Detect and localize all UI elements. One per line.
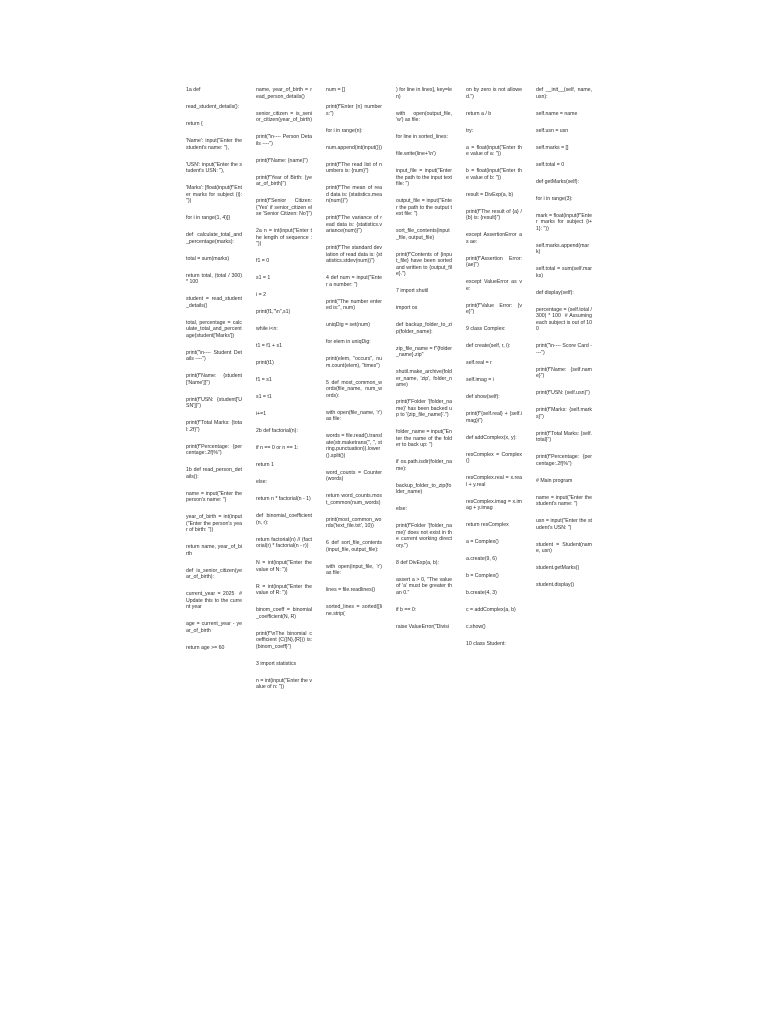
code-line: self.name = name [536,110,578,117]
code-line: 'Marks': [float(input(f"Enter marks for subject {i}: ")) [186,185,244,204]
code-line: age = current_year - year_of_birth [186,621,242,634]
code-line: total, percentage = calculate_total_and_percentage(student['Marks']) [186,319,242,339]
code-line: name = input("Enter the person's name: ") [186,490,244,503]
code-line: for i in range(n): [326,127,363,134]
code-line: def is_senior_citizen(year_of_birth): [186,567,242,580]
code-line: return age >= 60 [186,644,225,651]
code-line: def binomial_coefficient(n, r): [256,513,312,526]
code-line: print(most_common_words('text_file.txt', 10)) [326,516,382,529]
code-line: i = 2 [256,292,266,298]
code-line: words = file.read().translate(str.maketrans('', '', string.punctuation)).lower().split()) [326,433,382,459]
code-line: total = sum(marks) [186,255,230,262]
code-line: print(f"USN: {student['USN']}") [186,396,242,409]
code-line: b = Complex() [466,573,499,579]
code-line: raise ValueError("Divisi [396,623,450,630]
code-line: self.real = r [466,360,492,366]
code-line: print(f"Folder '{folder_name}' does not exist in the current working directory.") [396,523,452,549]
code-line: print(f"Contents of {input_file} have been sorted and written to {output_file}.") [396,251,454,277]
code-line: if n == 0 or n == 1: [256,445,299,451]
code-line: self.total = sum(self.marks) [536,266,592,279]
code-line: 6 def sort_file_contents(input_file, output_file): [326,540,382,553]
code-line: 1a def [186,87,201,93]
code-line: else: [396,506,407,512]
code-line: student = Student(name, usn) [536,541,592,554]
code-line: if os.path.isdir(folder_name): [396,459,452,472]
code-line: print(f"Folder '{folder_name}' has been backed up to '{zip_file_name}'.") [396,399,452,418]
code-line: sort_file_contents(input_file, output_file) [396,228,450,241]
code-line: for i in range(3): [536,195,573,202]
code-line: print(f"Percentage: {percentage:.2f}%") [186,443,242,456]
code-line: print(f"The mean of read data is: {statistics.mean(num)}") [326,185,382,204]
code-line: print(f"Marks: {self.marks}") [536,407,592,420]
code-line: 1b def read_person_details(): [186,467,242,480]
code-line: print(f"Value Error: {ve}") [466,302,522,315]
code-line: i+=1 [256,411,267,417]
code-line: word_counts = Counter(words) [326,469,382,482]
code-line: print(f"The read list of numbers is: {num}") [326,161,382,174]
code-line: print(f"Name: {name}") [256,157,308,164]
code-line: s1 = t1 [256,394,272,400]
code-line: # Main program [536,477,573,484]
code-line: print("\n---- Score Card ----") [536,343,592,356]
code-line: else: [256,479,267,485]
code-column-3 [326,87,382,628]
code-line: try: [466,127,474,134]
code-line: print(elem, "occurs", num.count(elem), "times") [326,356,382,369]
code-line: def create(self, r, i): [466,343,511,349]
code-line: 9 class Complex: [466,326,506,332]
code-line: year_of_birth = int(input("Enter the person's year of birth: ")) [186,514,242,533]
code-line: resComplex.real = x.real + y.real [466,475,522,488]
code-line: a.create(9, 6) [466,556,497,562]
code-line: print(t1) [256,360,274,366]
code-line: def getMarks(self): [536,178,579,185]
code-line: usn = input("Enter the student's USN: ") [536,518,592,531]
code-line: return factorial(n) // (factorial(r) * factorial(n - r)) [256,536,312,549]
code-line: file.write(line+'\n') [396,151,436,157]
code-line: ) for line in lines], key=len) [396,87,452,100]
code-line: with open(file_name, 'r') as file: [326,409,384,422]
code-column-4 [396,87,452,641]
code-line: return n * factorial(n - 1) [256,496,311,502]
code-line: with open(input_file, 'r') as file: [326,563,384,576]
code-line: mark = float(input(f"Enter marks for subject {i+1}: ")) [536,212,592,232]
code-column-1 [186,87,242,662]
code-column-2 [256,87,312,701]
code-line: senior_citizen = is_senior_citizen(year_of_birth) [256,110,312,123]
code-line: 7 import shutil [396,288,429,294]
code-line: output_file = input("Enter the path to the output text file: ") [396,198,452,217]
code-line: print(f"Year of Birth: {year_of_birth}") [256,174,312,187]
code-line: print(f1,"\n",s1) [256,309,291,315]
code-line: return name, year_of_birth [186,544,242,557]
code-line: b = float(input("Enter the value of b: ")) [466,168,522,181]
code-line: for line in sorted_lines: [396,134,448,140]
code-line: name = input("Enter the student's name: ") [536,494,594,507]
code-line: a = float(input("Enter the value of a: ")) [466,144,522,157]
code-line: t1 = f1 + s1 [256,343,282,349]
code-line: num = [] [326,87,345,93]
code-line: print(f"USN: {self.usn}") [536,390,590,396]
code-line: f1 = s1 [256,377,272,383]
code-line: lines = file.readlines() [326,587,376,593]
code-line: n = int(input("Enter the value of n: ")) [256,677,312,690]
code-line: binom_coeff = binomial_coefficient(N, R) [256,607,312,620]
code-line: a = Complex() [466,539,499,545]
code-line: shutil.make_archive(folder_name, 'zip', folder_name) [396,369,452,388]
code-line: f1 = 0 [256,258,270,264]
code-line: print(f"The variance of read data is: {statistics.variance(num)}") [326,215,382,234]
code-line: name, year_of_birth = read_person_details() [256,87,312,100]
code-line: uniqDig = set(num) [326,322,370,328]
code-line: 10 class Student: [466,641,506,647]
code-line: student = read_student_details() [186,296,242,309]
code-line: resComplex = Complex() [466,451,522,464]
code-line: self.marks = [] [536,144,569,151]
code-line: print(f"The standard deviation of read data is: {statistics.stdev(num)}") [326,245,382,264]
code-line: b.create(4, 3) [466,590,497,596]
code-line: with open(output_file, 'w') as file: [396,110,454,123]
code-line: zip_file_name = f"{folder_name}.zip" [396,345,452,358]
code-line: print("The number entered is:", num) [326,298,382,311]
code-line: print(f"\nThe binomial coefficient (C({N},{R})) is: {binom_coeff}") [256,630,314,650]
code-line: def show(self): [466,394,500,400]
code-line: self.total = 0 [536,161,565,168]
code-line: except AssertionError as ae: [466,232,522,245]
code-line: percentage = (self.total / 300) * 100 # Assuming each subject is out of 100 [536,306,594,332]
code-line: def display(self): [536,289,574,296]
code-line: print(f"The result of {a} / {b} is: {result}") [466,208,524,221]
code-line: c.show() [466,624,486,630]
code-column-6 [536,87,592,599]
code-line: 4 def num = input("Enter a number: ") [326,275,382,288]
code-line: print("\n---- Student Details ----") [186,349,242,362]
code-line: print(f"Enter {n} numbers:") [326,104,382,117]
code-line: self.marks.append(mark) [536,242,590,255]
code-line: print("\n---- Person Details ----") [256,134,312,147]
code-line: 2b def factorial(n): [256,428,298,434]
code-line: return word_counts.most_common(num_words) [326,493,382,506]
code-line: current_year = 2025 # Update this to the current year [186,591,244,610]
code-line: def calculate_total_and_percentage(marks): [186,232,242,245]
code-line: print(f"Name: {self.name}") [536,366,592,379]
code-column-5 [466,87,522,658]
code-line: sorted_lines = sorted([line.strip( [326,604,382,617]
code-line: print(f"Senior Citizen: {'Yes' if senior_citizen else 'Senior Citizen: No'}") [256,198,314,217]
code-line: resComplex.imag = x.imag + y.imag [466,498,522,511]
code-line: R = int(input("Enter the value of R: ")) [256,583,314,596]
code-line: assert a > 0, "The value of 'a' must be greater than 0." [396,576,454,596]
code-line: print(f"Name: {student['Name']}") [186,373,242,386]
code-line: num.append(int(input())) [326,144,382,151]
code-line: return 1 [256,462,274,468]
code-line: on by zero is not allowed.") [466,87,522,100]
code-line: 8 def DivExp(a, b): [396,559,439,566]
code-line: 'Name': input("Enter the student's name: "), [186,138,244,151]
code-line: import os [396,305,418,311]
code-line: def addComplex(x, y): [466,434,517,441]
code-line: N = int(input("Enter the value of N: ")) [256,560,314,573]
code-line: return { [186,121,203,127]
code-line: print(f"{self.real} + {self.imag}i") [466,411,522,424]
code-line: 3 import statistics [256,660,297,667]
code-line: if b == 0: [396,606,417,613]
code-line: 5 def most_common_words(file_name, num_words): [326,379,382,399]
code-line: print(f"Total Marks: {self.total}") [536,430,592,443]
code-line: student.getMarks() [536,565,580,571]
code-line: return resComplex [466,522,509,528]
code-line: c = addComplex(a, b) [466,607,516,613]
code-line: return total, (total / 300) * 100 [186,272,244,285]
code-line: backup_folder_to_zip(folder_name) [396,482,452,495]
code-line: student.display() [536,582,575,588]
code-line: while i<n: [256,326,278,332]
code-line: input_file = input("Enter the path to the input text file: ") [396,168,454,187]
code-line: def backup_folder_to_zip(folder_name): [396,322,452,335]
code-line: 2a n = int(input("Enter the length of sequence : ")) [256,228,314,247]
code-line: for i in range(1, 4)]} [186,215,231,221]
code-line: print(f"Percentage: {percentage:.2f}%") [536,454,592,467]
code-line: def __init__(self, name, usn): [536,87,594,100]
code-line: s1 = 1 [256,275,271,281]
code-line: for elem in uniqDig: [326,339,371,345]
code-line: self.usn = usn [536,127,569,134]
code-line: except ValueError as ve: [466,279,522,292]
code-line: folder_name = input("Enter the name of the folder to back up: ") [396,429,452,448]
code-line: 'USN': input("Enter the student's USN: "), [186,161,242,174]
code-line: print(f"Total Marks: {total:.2f}") [186,420,242,433]
code-line: result = DivExp(a, b) [466,191,514,198]
code-line: print(f"Assertion Error: {ae}") [466,255,524,268]
code-line: return a / b [466,110,492,117]
code-line: read_student_details(): [186,104,240,110]
code-line: self.imag = i [466,377,494,383]
